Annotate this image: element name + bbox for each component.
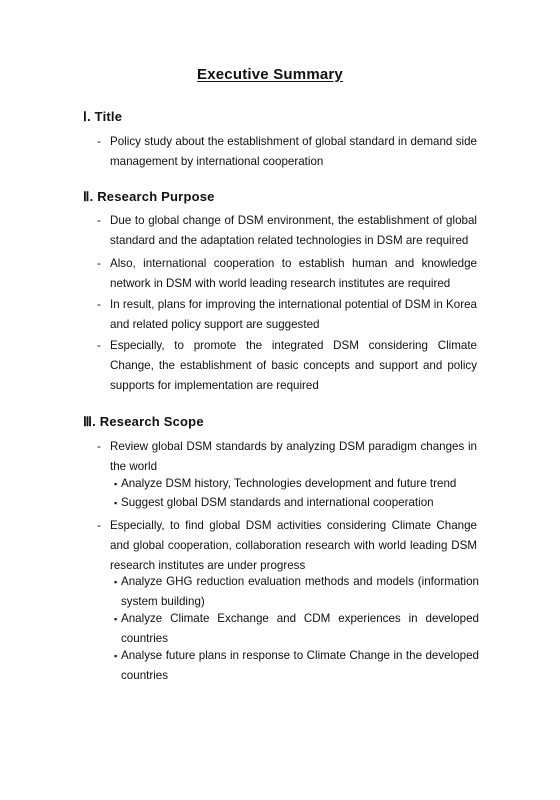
list-item-text: Also, international cooperation to establish human and knowledge network in DSM with world leading research institutes are required: [110, 257, 477, 290]
list-item: [97, 132, 477, 172]
dash-marker: -: [97, 298, 101, 311]
dash-marker: -: [97, 214, 101, 227]
sub-list-item-text: Analyze GHG reduction evaluation methods and models (information system building): [121, 575, 479, 608]
dash-marker: -: [97, 440, 101, 453]
sub-list-item: [114, 646, 479, 686]
list-item-text: In result, plans for improving the international potential of DSM in Korea and related policy support are suggested: [110, 298, 477, 331]
section-heading-title: Ⅰ. Title: [83, 109, 123, 124]
dash-marker: -: [97, 519, 101, 532]
sub-list-item: [114, 474, 479, 494]
sub-list-item-text: Analyse future plans in response to Climate Change in the developed countries: [121, 649, 479, 682]
sub-list-item: [114, 493, 479, 513]
sub-list-item-text: Analyze Climate Exchange and CDM experiences in developed countries: [121, 612, 479, 645]
square-bullet-icon: ▪: [114, 651, 118, 661]
list-item: [97, 336, 477, 396]
square-bullet-icon: ▪: [114, 614, 118, 624]
list-item-text: Especially, to promote the integrated DSM considering Climate Change, the establishment of basic concepts and support and policy supports for implementation are required: [110, 339, 477, 392]
list-item: [97, 437, 477, 477]
list-item-text: Due to global change of DSM environment, the establishment of global standard and the adaptation related technologies in DSM are required: [110, 214, 477, 247]
sub-list-item-text: Suggest global DSM standards and international cooperation: [121, 496, 434, 509]
list-item: [97, 254, 477, 294]
dash-marker: -: [97, 135, 101, 148]
sub-list-item-text: Analyze DSM history, Technologies development and future trend: [121, 477, 457, 490]
section-heading-research-scope: Ⅲ. Research Scope: [83, 414, 204, 429]
list-item: [97, 295, 477, 335]
sub-list-item: [114, 609, 479, 649]
dash-marker: -: [97, 339, 101, 352]
list-item-text: Especially, to find global DSM activities considering Climate Change and global cooperation, collaboration research with world leading DSM research institutes are under progress: [110, 519, 477, 572]
document-title: Executive Summary: [197, 66, 343, 83]
square-bullet-icon: ▪: [114, 479, 118, 489]
section-heading-research-purpose: Ⅱ. Research Purpose: [83, 189, 215, 204]
dash-marker: -: [97, 257, 101, 270]
list-item: [97, 516, 477, 576]
square-bullet-icon: ▪: [114, 577, 118, 587]
square-bullet-icon: ▪: [114, 498, 118, 508]
list-item: [97, 211, 477, 251]
list-item-text: Policy study about the establishment of global standard in demand side management by international cooperation: [110, 135, 477, 168]
list-item-text: Review global DSM standards by analyzing DSM paradigm changes in the world: [110, 440, 477, 473]
sub-list-item: [114, 572, 479, 612]
